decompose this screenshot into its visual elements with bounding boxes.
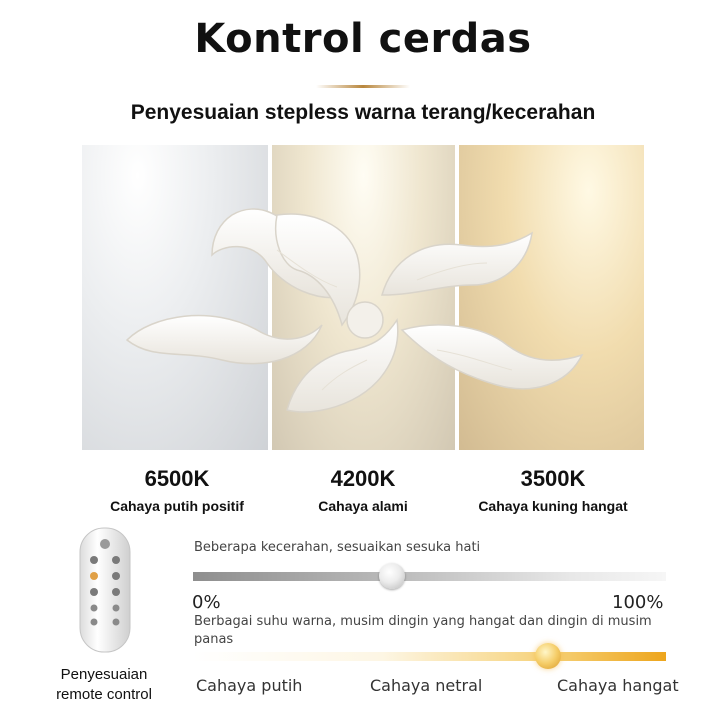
temp-value: 3500K xyxy=(520,466,586,491)
brightness-min-label: 0% xyxy=(192,592,221,613)
scale-label-neutral: Cahaya netral xyxy=(370,676,483,695)
remote-control-icon xyxy=(74,526,136,656)
temp-value: 6500K xyxy=(144,466,210,491)
temp-description: Cahaya putih positif xyxy=(110,498,244,514)
scale-label-warm: Cahaya hangat xyxy=(557,676,679,695)
brightness-slider-knob[interactable] xyxy=(379,563,405,589)
brightness-max-label: 100% xyxy=(612,592,664,613)
temp-description: Cahaya alami xyxy=(318,498,408,514)
temp-option-neutral xyxy=(278,466,448,514)
scale-label-white: Cahaya putih xyxy=(196,676,303,695)
ceiling-lamp-image xyxy=(82,145,644,450)
temp-value: 4200K xyxy=(330,466,396,491)
temp-option-warm xyxy=(455,466,651,514)
color-temperature-slider-knob[interactable] xyxy=(535,643,561,669)
remote-caption xyxy=(40,665,168,705)
color-temperature-slider-track[interactable] xyxy=(193,652,666,661)
color-temperature-label: Berbagai suhu warna, musim dingin yang hangat dan dingin di musim panas xyxy=(194,614,652,647)
remote-caption-line1: Penyesuaian xyxy=(60,666,148,683)
remote-caption-line2: remote control xyxy=(56,686,152,703)
brightness-slider-track[interactable] xyxy=(193,572,666,581)
temp-description: Cahaya kuning hangat xyxy=(478,498,628,514)
page-title: Kontrol cerdas xyxy=(194,16,532,62)
title-divider xyxy=(316,85,410,88)
page-subtitle: Penyesuaian stepless warna terang/kecerahan xyxy=(130,101,596,124)
brightness-label: Beberapa kecerahan, sesuaikan sesuka hati xyxy=(194,540,481,555)
temp-option-cool xyxy=(92,466,262,514)
lamp-photo-strip xyxy=(82,145,644,450)
